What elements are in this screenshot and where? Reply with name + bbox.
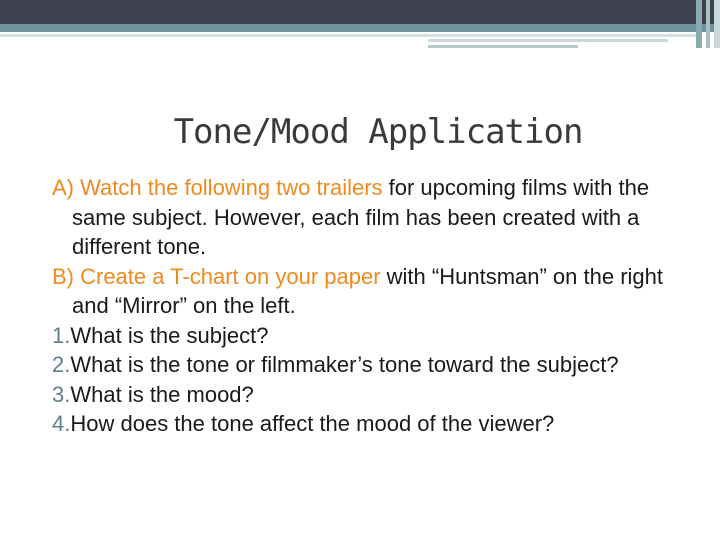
- corner-stripe-2: [706, 0, 710, 48]
- item-2-number: 2.: [52, 352, 71, 377]
- slide-content-list: [52, 173, 692, 439]
- corner-stripe-1: [696, 0, 702, 48]
- list-item-3: [52, 380, 692, 410]
- slide-title: Tone/Mood Application: [173, 112, 583, 152]
- item-b-text: with “Huntsman” on the right and “Mirror” on the left.: [72, 263, 664, 318]
- header-line-1: [0, 34, 700, 37]
- header-band-dark: [0, 0, 720, 24]
- list-item-4: [52, 409, 692, 439]
- item-1-number: 1.: [52, 322, 71, 348]
- item-a-label: A) Watch the following two trailers: [52, 175, 383, 200]
- item-3-number: 3.: [52, 381, 71, 407]
- list-item-a: [52, 173, 692, 262]
- item-4-text: How does the tone affect the mood of the viewer?: [70, 411, 555, 436]
- item-2-text: What is the tone or filmmaker’s tone toward the subject?: [70, 352, 619, 377]
- corner-stripe-3: [714, 0, 720, 48]
- header-line-3: [428, 45, 578, 48]
- header-line-2: [428, 39, 668, 42]
- item-a-text: for upcoming films with the same subject. However, each film has been created with a different tone.: [72, 175, 650, 259]
- item-3-text: What is the mood?: [70, 381, 254, 407]
- list-item-1: [52, 321, 692, 351]
- item-b-label: B) Create a T-chart on your paper: [52, 263, 381, 289]
- list-item-b: [52, 262, 692, 321]
- header-band-teal: [0, 24, 720, 32]
- list-item-2: [52, 350, 692, 380]
- item-1-text: What is the subject?: [70, 322, 269, 348]
- item-4-number: 4.: [52, 411, 71, 436]
